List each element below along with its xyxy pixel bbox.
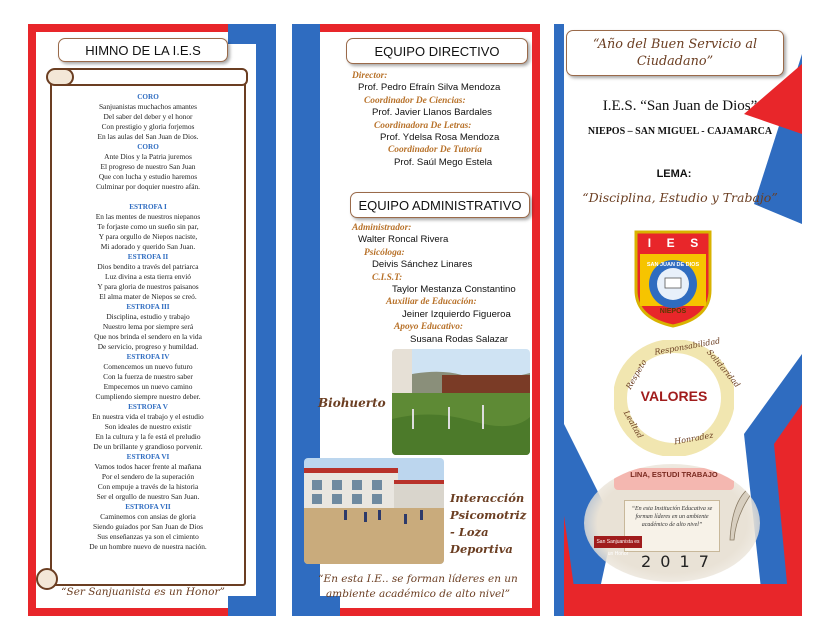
school-name: I.E.S. “San Juan de Dios” [602,98,758,114]
hymn-line: Que nos brinda el sendero en la vida [94,332,202,341]
hymn-line: Dios bendito a través del patriarca [97,262,199,271]
value-word: Lealtad [621,409,645,440]
right-blue-stripe [256,24,276,616]
garden-photo [392,349,530,455]
bottom-blue-block [228,596,276,616]
hymn-line: En nuestra vida el trabajo y el estudio [92,412,204,421]
staff-role: Coordinador De Ciencias: [364,95,466,106]
staff-name: Prof. Ydelsa Rosa Mendoza [380,132,500,144]
staff-name: Prof. Javier Llanos Bardales [372,107,492,119]
value-word: Respeto [624,358,649,391]
staff-role: C.I.S.T: [372,272,403,283]
hymn-line: Culminar por doquier nuestro afán. [95,182,201,191]
hymn-line: Con prestigio y gloria forjemos [101,122,195,131]
hymn-line: Que con lucha y estudio haremos [98,172,198,181]
top-red-stripe [292,24,540,32]
school-crest [632,228,714,328]
hymn-line: Con la fuerza de nuestro saber [103,372,193,381]
hymn-line: En las aulas del San Juan de Dios. [97,132,199,141]
hymn-line: Sus enseñanzas ya son el cimiento [97,532,199,541]
school-location: NIEPOS – SAN MIGUEL - CAJAMARCA [587,126,773,137]
crest-bottom-text: NIEPOS [659,308,687,315]
hymn-section-heading: ESTROFA IV [126,353,170,361]
hymn-line: Ser el orgullo de nuestro San Juan. [96,492,200,501]
motto-label: LEMA: [656,168,692,180]
hymn-text [54,92,242,552]
hymn-section-heading: ESTROFA III [126,303,170,311]
staff-name: Prof. Saúl Mego Estela [394,156,493,168]
staff-role: Apoyo Educativo: [394,322,464,333]
quill-icon [724,484,756,544]
hymn-line: Y para gloria de nuestros paisanos [97,282,199,291]
hymn-line: Luz divina a esta tierra envió [105,272,191,281]
staff-role: Director: [352,71,388,81]
illustration-sign: San Sanjuanista es un Honor [594,536,642,548]
staff-name: Deivis Sánchez Linares [372,259,473,271]
hymn-line: En la cultura y la fe está el preludio [95,432,201,441]
directive-list [352,70,538,169]
value-word: Responsabilidad [653,336,721,357]
hymn-line: Por el sendero de la superación [101,472,195,481]
staff-role: Administrador: [352,223,412,233]
panel-staff [292,24,540,616]
hymn-line: Te forjaste como un sueño sin par, [97,222,199,231]
crest-letters [640,236,706,250]
year-text: 2 0 1 7 [641,552,711,571]
left-red-stripe [28,32,36,616]
hymn-line: En las mentes de nuestros niepanos [95,212,201,221]
admin-list [352,222,538,346]
values-ring [614,336,742,456]
scroll-top-roll [54,68,248,86]
court-caption [450,490,526,558]
values-title: VALORES [640,388,708,404]
staff-name: Jeiner Izquierdo Figueroa [402,308,511,320]
leaders-slogan-line2: ambiente académico de alto nivel” [326,588,510,600]
panel-cover [554,24,802,616]
staff-role: Psicóloga: [364,247,405,258]
hymn-line: Son ideales de nuestro existir [104,422,192,431]
court-caption-line: - Loza [450,525,489,539]
hymn-section-heading: ESTROFA VI [126,453,170,461]
hymn-line: Cumpliendo siempre nuestro deber. [95,392,201,401]
garden-caption: Biohuerto [318,396,386,410]
motto: “Disciplina, Estudio y Trabajo” [582,190,778,205]
hymn-line: De un brillante y grandioso porvenir. [93,442,203,451]
admin-title: EQUIPO ADMINISTRATIVO [350,192,530,218]
court-caption-line: Deportiva [450,542,513,556]
bottom-red-stripe [28,608,228,616]
staff-name: Prof. Pedro Efraín Silva Mendoza [358,82,501,94]
staff-role: Coordinador De Tutoría [388,145,482,156]
crest-letter-2: E [666,236,675,250]
illustration-note: “En esta Institución Educativa se forman líderes en un ambiente académico de alto nivel” [624,500,720,552]
court-photo [304,458,444,564]
hymn-line: El alma mater de Niepos se creó. [99,292,197,301]
hymn-section-heading: ESTROFA V [128,403,168,411]
hymn-line: Siendo guiados por San Juan de Dios [92,522,204,531]
year-banner: “Año del Buen Servicio al Ciudadano” [566,30,784,76]
court-caption-line: Psicomotriz [450,508,527,522]
leaders-slogan-line1: “En esta I.E.. se forman líderes en un [318,573,518,585]
hymn-line: Vamos todos hacer frente al mañana [94,462,202,471]
hymn-section-heading: CORO [137,93,159,101]
hymn-section-heading: ESTROFA II [127,253,169,261]
staff-role: Coordinadora De Letras: [374,120,472,131]
hymn-line: De servicio, progreso y humildad. [97,342,199,351]
crest-letter-3: S [690,236,699,250]
hymn-line: Y para orgullo de Niepos naciste, [98,232,198,241]
hymn-line: Disciplina, estudio y trabajo [106,312,190,321]
hymn-section-heading: CORO [137,143,159,151]
scroll-illustration [584,464,760,582]
hymn-section-heading: ESTROFA I [129,203,167,211]
hymn-line: Empecemos un nuevo camino [103,382,193,391]
honor-slogan: “Ser Sanjuanista es un Honor” [61,586,225,598]
hymn-line: Comencemos un nuevo futuro [103,362,193,371]
staff-role: Auxiliar de Educación: [386,297,477,308]
illustration-banner: LINA, ESTUDI TRABAJO [614,468,734,490]
hymn-section-heading: ESTROFA VII [125,503,171,511]
hymn-title: HIMNO DE LA I.E.S [58,38,228,62]
scroll-curl-icon [46,68,74,86]
staff-name: Walter Roncal Rivera [358,234,449,246]
staff-name: Susana Rodas Salazar [410,333,509,345]
hymn-gap [54,192,242,202]
hymn-line: El progreso de nuestro San Juan [100,162,196,171]
bottom-red-stripe [320,608,540,616]
hymn-line: Nuestro lema por siempre será [102,322,194,331]
crest-letter-1: I [647,236,652,250]
hymn-line: Ante Dios y la Patria juremos [104,152,192,161]
panel-hymn [28,24,276,616]
hymn-line: Sanjuanistas muchachos amantes [98,102,198,111]
value-word: Solidaridad [704,347,742,390]
value-word: Honradez [673,430,715,447]
hymn-line: De un hombre nuevo de nuestra nación. [89,542,207,551]
left-blue-stripe [554,24,564,616]
court-photo-image [304,458,444,564]
leaders-slogan [304,572,532,602]
hymn-line: Del saber del deber y el honor [103,112,193,121]
staff-name: Taylor Mestanza Constantino [392,284,516,296]
hymn-line: Con empuje a través de la historia [97,482,199,491]
directive-title: EQUIPO DIRECTIVO [346,38,528,64]
garden-photo-image [392,349,530,455]
hymn-line: Mi adorado y querido San Juan. [100,242,196,251]
court-caption-line: Interacción [450,491,525,505]
crest-ring-text: SAN JUAN DE DIOS [646,262,700,268]
hymn-line: Caminemos con ansias de gloria [100,512,196,521]
